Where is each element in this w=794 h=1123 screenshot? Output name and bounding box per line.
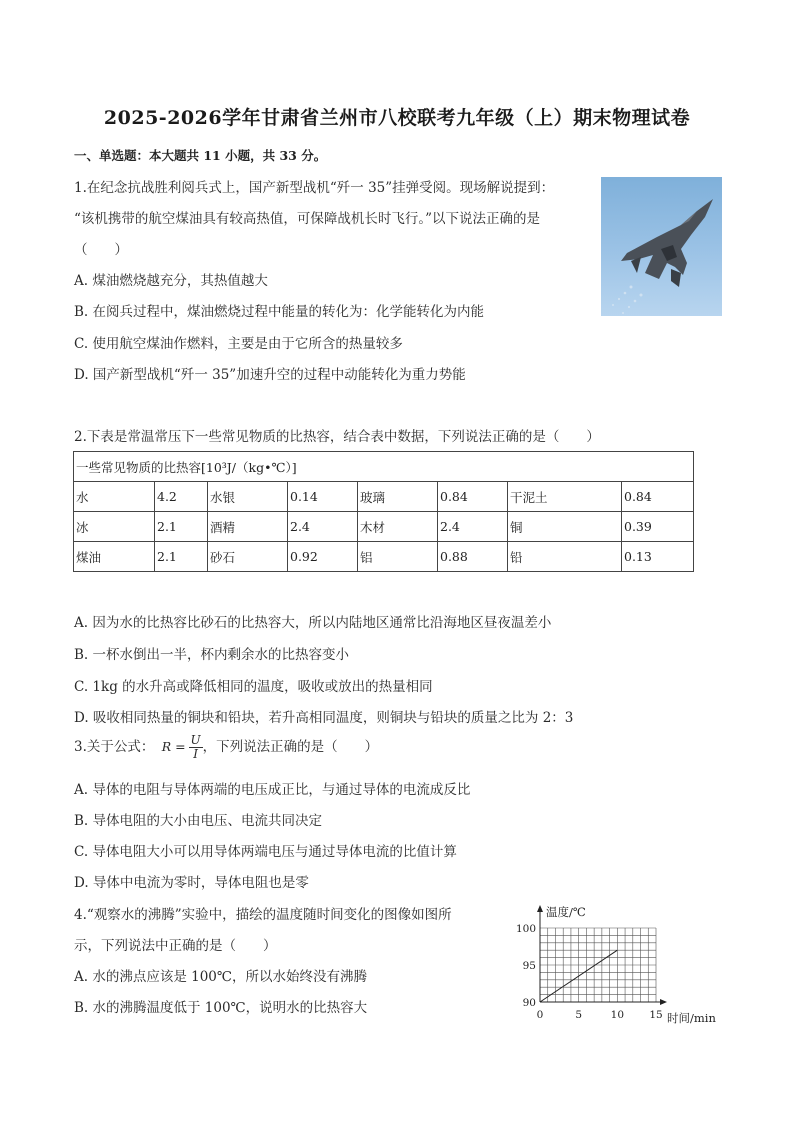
x-axis-arrow — [660, 999, 667, 1005]
q3-option-b: B. 导体电阻的大小由电压、电流共同决定 — [74, 813, 323, 829]
q3-option-a: A. 导体的电阻与导体两端的电压成正比，与通过导体的电流成反比 — [74, 782, 471, 798]
q2-option-d: D. 吸收相同热量的铜块和铅块，若升高相同温度，则铜块与铅块的质量之比为 2：3 — [74, 710, 574, 726]
q1-option-a: A. 煤油燃烧越充分，其热值越大 — [74, 273, 268, 289]
table-caption-row — [74, 452, 694, 482]
table-cell: 玻璃 — [358, 482, 438, 512]
q2-option-c: C. 1kg 的水升高或降低相同的温度，吸收或放出的热量相同 — [74, 679, 433, 695]
table-cell: 铜 — [508, 512, 622, 542]
fighter-jet-photo — [601, 177, 722, 316]
table-caption: 一些常见物质的比热容[10³J/（kg•℃）] — [74, 452, 694, 482]
y-axis-arrow — [537, 905, 543, 912]
x-axis-label: 时间/min — [667, 1011, 716, 1025]
table-row — [74, 482, 694, 512]
q3-stem — [74, 734, 378, 761]
q2-stem: 2.下表是常温常压下一些常见物质的比热容，结合表中数据，下列说法正确的是（ ） — [74, 429, 600, 445]
formula-denominator: I — [193, 747, 198, 761]
q1-stem-line1: 1.在纪念抗战胜利阅兵式上，国产新型战机“歼一 35”挂弹受阅。现场解说提到： — [74, 180, 555, 196]
q1-option-b: B. 在阅兵过程中，煤油燃烧过程中能量的转化为：化学能转化为内能 — [74, 304, 485, 320]
table-cell: 冰 — [74, 512, 155, 542]
q4-stem-line2: 示，下列说法中正确的是（ ） — [74, 938, 277, 954]
q1-option-d: D. 国产新型战机“歼一 35”加速升空的过程中动能转化为重力势能 — [74, 367, 466, 383]
table-cell: 0.14 — [288, 482, 358, 512]
table-cell: 2.4 — [438, 512, 508, 542]
formula-lhs: R = — [161, 739, 186, 754]
y-tick-label: 100 — [515, 923, 536, 935]
page-title: 2025-2026学年甘肃省兰州市八校联考九年级（上）期末物理试卷 — [103, 107, 691, 129]
y-tick-label: 90 — [522, 997, 536, 1009]
table-cell: 砂石 — [208, 542, 288, 572]
specific-heat-table — [73, 451, 694, 572]
q3-stem-suffix: ，下列说法正确的是（ ） — [202, 739, 379, 755]
table-cell: 木材 — [358, 512, 438, 542]
boiling-temperature-chart — [512, 902, 727, 1027]
x-tick-label: 15 — [649, 1009, 663, 1021]
q2-option-a: A. 因为水的比热容比砂石的比热容大，所以内陆地区通常比沿海地区昼夜温差小 — [74, 615, 552, 631]
section-heading: 一、单选题：本大题共 11 小题，共 33 分。 — [74, 148, 327, 163]
table-cell: 酒精 — [208, 512, 288, 542]
table-cell: 干泥土 — [508, 482, 622, 512]
table-cell: 铝 — [358, 542, 438, 572]
q1-stem-line3: （ ） — [74, 242, 128, 258]
table-cell: 0.84 — [438, 482, 508, 512]
table-cell: 0.39 — [622, 512, 694, 542]
table-cell: 2.1 — [155, 512, 208, 542]
table-cell: 铅 — [508, 542, 622, 572]
table-cell: 水银 — [208, 482, 288, 512]
q3-stem-prefix: 3.关于公式： — [74, 739, 155, 755]
formula-numerator: U — [190, 733, 201, 747]
table-cell: 0.92 — [288, 542, 358, 572]
y-axis-label: 温度/℃ — [546, 905, 586, 919]
q4-option-a: A. 水的沸点应该是 100℃，所以水始终没有沸腾 — [74, 969, 367, 985]
table-cell: 4.2 — [155, 482, 208, 512]
x-tick-label: 5 — [575, 1009, 583, 1021]
q2-option-b: B. 一杯水倒出一半，杯内剩余水的比热容变小 — [74, 647, 350, 663]
q4-stem-line1: 4.“观察水的沸腾”实验中，描绘的温度随时间变化的图像如图所 — [74, 907, 452, 923]
q1-option-c: C. 使用航空煤油作燃料，主要是由于它所含的热量较多 — [74, 336, 403, 352]
table-cell: 0.84 — [622, 482, 694, 512]
q3-option-c: C. 导体电阻大小可以用导体两端电压与通过导体电流的比值计算 — [74, 844, 457, 860]
table-cell: 2.4 — [288, 512, 358, 542]
table-row — [74, 512, 694, 542]
q1-stem-line2: “该机携带的航空煤油具有较高热值，可保障战机长时飞行。”以下说法正确的是 — [74, 211, 541, 227]
q4-option-b: B. 水的沸腾温度低于 100℃，说明水的比热容大 — [74, 1000, 368, 1016]
table-cell: 煤油 — [74, 542, 155, 572]
q3-option-d: D. 导体中电流为零时，导体电阻也是零 — [74, 875, 309, 891]
formula-fraction — [189, 734, 203, 761]
y-tick-label: 95 — [522, 960, 536, 972]
x-tick-label: 0 — [536, 1009, 544, 1021]
table-cell: 2.1 — [155, 542, 208, 572]
table-cell: 0.13 — [622, 542, 694, 572]
table-row — [74, 542, 694, 572]
table-cell: 0.88 — [438, 542, 508, 572]
table-cell: 水 — [74, 482, 155, 512]
x-tick-label: 10 — [610, 1009, 625, 1021]
